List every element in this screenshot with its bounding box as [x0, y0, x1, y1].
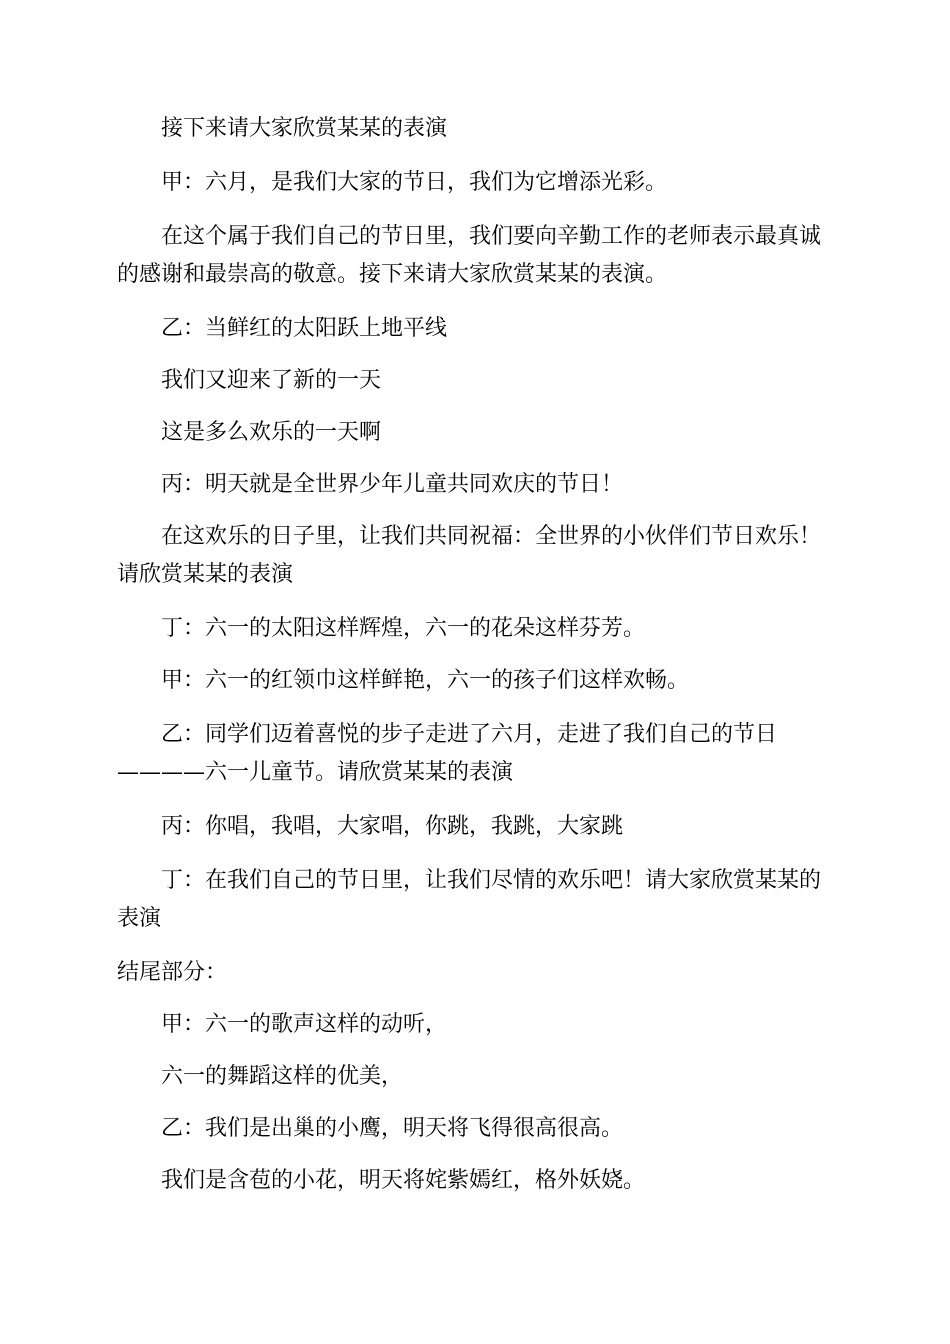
paragraph-7: 丙：明天就是全世界少年儿童共同欢庆的节日！	[161, 472, 624, 497]
paragraph-4: 乙：当鲜红的太阳跃上地平线	[161, 316, 448, 341]
paragraph-5: 我们又迎来了新的一天	[161, 368, 382, 393]
paragraph-15: 甲：六一的歌声这样的动听，	[161, 1012, 448, 1037]
document-body	[117, 110, 837, 1200]
paragraph-18: 我们是含苞的小花，明天将姹紫嫣红，格外妖娆。	[161, 1168, 646, 1193]
paragraph-10: 甲：六一的红领巾这样鲜艳，六一的孩子们这样欢畅。	[161, 668, 690, 693]
paragraph-11: 乙：同学们迈着喜悦的步子走进了六月，走进了我们自己的节日 ————六一儿童节。请欣赏某某的表演	[117, 722, 778, 785]
paragraph-17: 乙：我们是出巢的小鹰，明天将飞得很高很高。	[161, 1116, 624, 1141]
paragraph-1: 接下来请大家欣赏某某的表演	[161, 116, 448, 141]
paragraph-13: 丁：在我们自己的节日里，让我们尽情的欢乐吧！请大家欣赏某某的 表演	[117, 868, 822, 931]
paragraph-9: 丁：六一的太阳这样辉煌，六一的花朵这样芬芳。	[161, 616, 646, 641]
paragraph-3: 在这个属于我们自己的节日里，我们要向辛勤工作的老师表示最真诚 的感谢和最崇高的敬意。接下来请大家欣赏某某的表演。	[117, 224, 822, 287]
paragraph-12: 丙：你唱，我唱，大家唱，你跳，我跳，大家跳	[161, 814, 624, 839]
section-heading: 结尾部分：	[117, 960, 228, 985]
paragraph-6: 这是多么欢乐的一天啊	[161, 420, 382, 445]
paragraph-8: 在这欢乐的日子里，让我们共同祝福：全世界的小伙伴们节日欢乐！ 请欣赏某某的表演	[117, 524, 822, 587]
paragraph-16: 六一的舞蹈这样的优美，	[161, 1064, 404, 1089]
paragraph-2: 甲：六月，是我们大家的节日，我们为它增添光彩。	[161, 170, 668, 195]
